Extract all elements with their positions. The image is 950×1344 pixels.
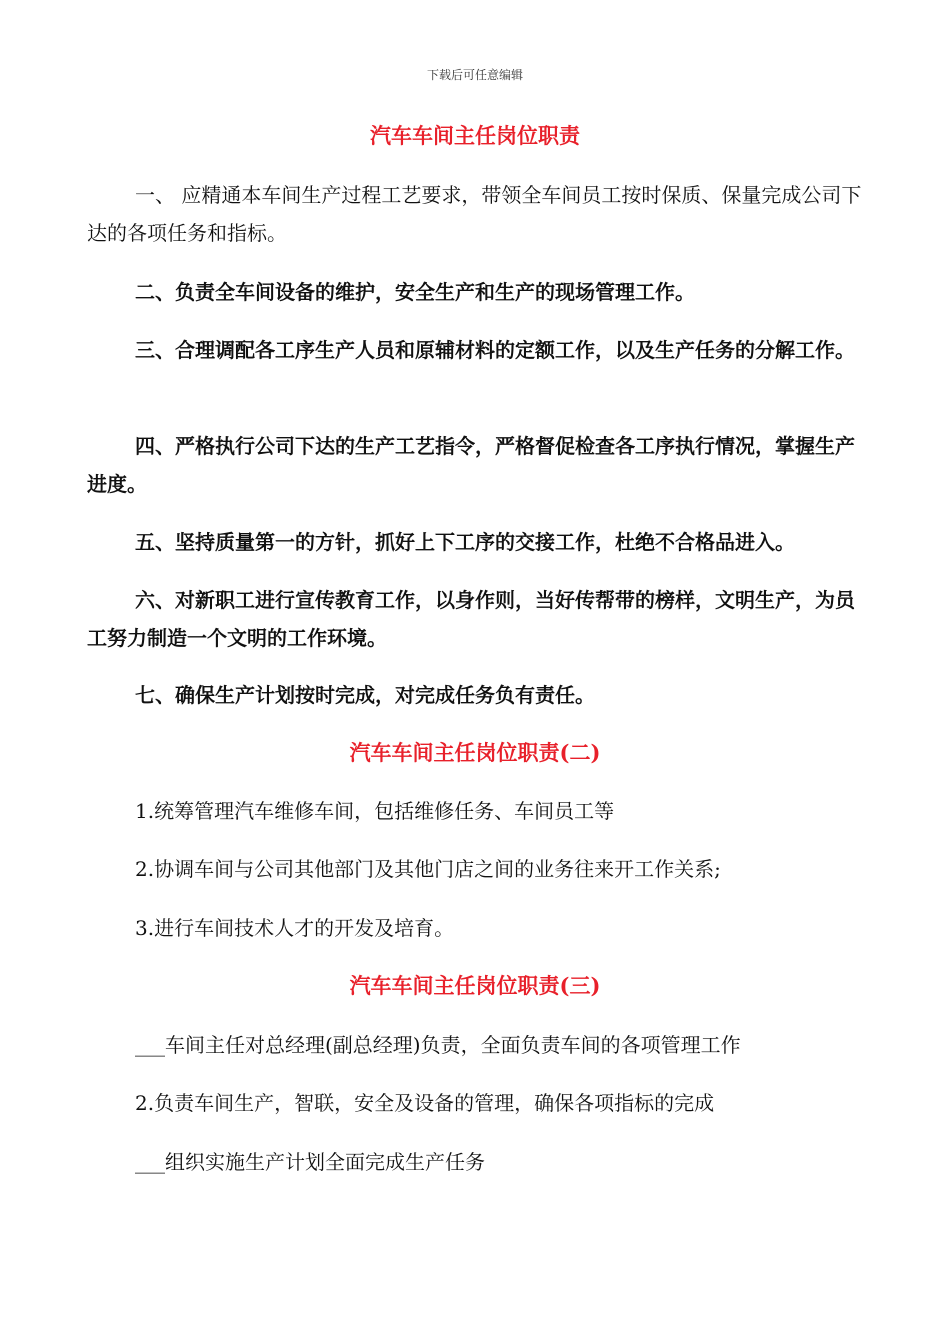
section3-item-1: ___车间主任对总经理(副总经理)负责，全面负责车间的各项管理工作	[135, 1033, 741, 1057]
section1-item-5: 五、坚持质量第一的方针，抓好上下工序的交接工作，杜绝不合格品进入。	[135, 530, 795, 554]
section2-item-1: 1.统筹管理汽车维修车间，包括维修任务、车间员工等	[135, 799, 615, 823]
section2-item-2: 2.协调车间与公司其他部门及其他门店之间的业务往来开工作关系;	[135, 857, 721, 881]
section1-item-4: 四、严格执行公司下达的生产工艺指令，严格督促检查各工序执行情况，掌握生产进度。	[87, 434, 855, 496]
section1-item-1: 一、 应精通本车间生产过程工艺要求，带领全车间员工按时保质、保量完成公司下达的各项任务和指标。	[87, 183, 862, 245]
section1-item-2: 二、负责全车间设备的维护，安全生产和生产的现场管理工作。	[135, 280, 695, 304]
section2-item-3: 3.进行车间技术人才的开发及培育。	[135, 916, 455, 940]
header-note: 下载后可任意编辑	[426, 68, 523, 82]
section1-item-6: 六、对新职工进行宣传教育工作，以身作则，当好传帮带的榜样，文明生产，为员工努力制造一个文明的工作环境。	[87, 588, 855, 650]
section3-item-3: ___组织实施生产计划全面完成生产任务	[135, 1150, 485, 1174]
section1-title: 汽车车间主任岗位职责	[370, 123, 580, 148]
section2-title: 汽车车间主任岗位职责(二)	[349, 740, 601, 765]
section3-title: 汽车车间主任岗位职责(三)	[349, 973, 601, 998]
section3-item-2: 2.负责车间生产，智联，安全及设备的管理，确保各项指标的完成	[135, 1091, 715, 1115]
section1-item-3: 三、合理调配各工序生产人员和原辅材料的定额工作，以及生产任务的分解工作。	[135, 338, 855, 362]
section1-item-7: 七、确保生产计划按时完成，对完成任务负有责任。	[135, 683, 595, 707]
